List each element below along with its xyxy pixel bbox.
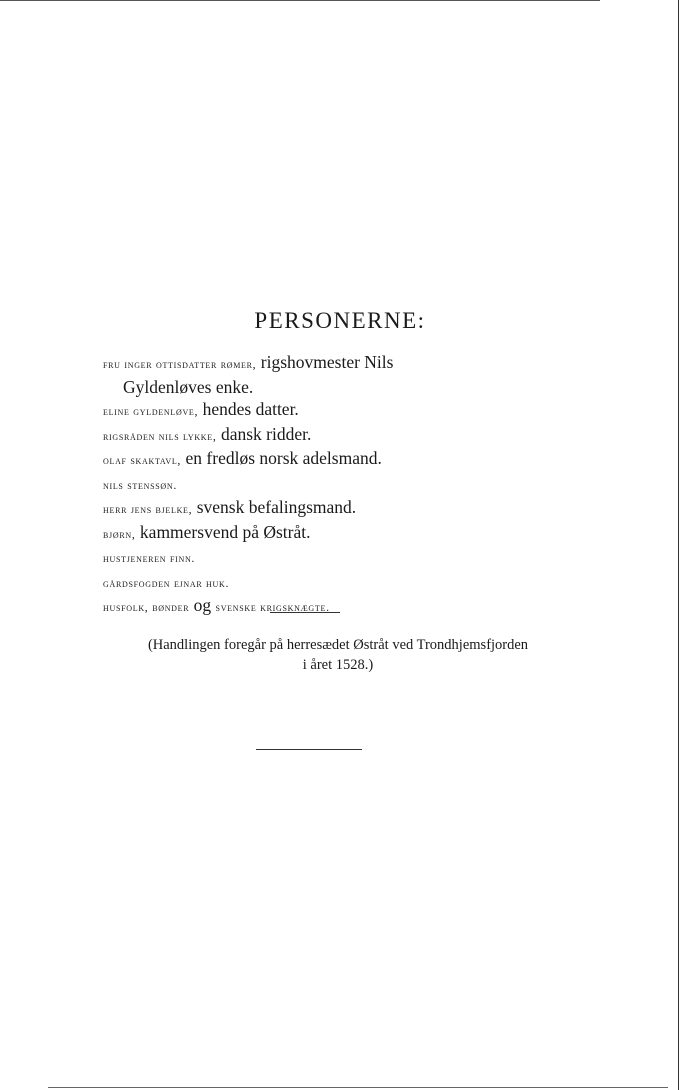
character-name: herr jens bjelke, (103, 502, 193, 516)
cast-entry (103, 423, 583, 448)
character-description-continued: Gyldenløves enke. (123, 376, 254, 397)
end-divider (256, 749, 362, 750)
cast-entry (103, 521, 583, 546)
section-divider (270, 612, 340, 613)
character-name: husfolk, bønder (103, 600, 190, 614)
character-description: rigshovmester Nils (260, 352, 394, 372)
cast-entry (103, 447, 583, 472)
character-name: olaf skaktavl, (103, 453, 182, 467)
character-description: dansk ridder. (220, 423, 312, 444)
cast-entry (103, 594, 583, 619)
setting-note-line: i året 1528.) (302, 657, 374, 673)
scan-edge-bottom (48, 1087, 668, 1088)
character-name: hustjeneren finn. (103, 551, 196, 565)
scan-edge-right (678, 0, 679, 1090)
character-description: svensk befalingsmand. (196, 497, 357, 517)
character-description: en fredløs norsk adelsmand. (185, 448, 382, 468)
character-name: svenske krigsknægte. (215, 600, 330, 614)
cast-entry (103, 570, 583, 595)
character-name: nils stenssøn. (103, 477, 178, 492)
cast-entry (103, 351, 583, 398)
character-description: hendes datter. (202, 399, 299, 419)
cast-entry (103, 472, 583, 497)
page-title: PERSONERNE: (254, 308, 426, 333)
character-name: eline gyldenløve, (103, 404, 199, 418)
conjunction: og (193, 595, 212, 615)
cast-entry (103, 545, 583, 570)
setting-note (78, 635, 598, 675)
character-name: bjørn, (103, 526, 136, 541)
scan-edge-top (0, 0, 600, 1)
character-description: kammersvend på Østråt. (139, 521, 311, 542)
character-name: gårdsfogden ejnar huk. (103, 575, 230, 590)
setting-note-line: (Handlingen foregår på herresædet Østråt ved Trondhjemsfjorden (147, 637, 529, 653)
cast-entry (103, 496, 583, 521)
character-name: fru inger ottisdatter rømer, (103, 357, 257, 371)
cast-list (103, 351, 583, 619)
cast-entry (103, 398, 583, 423)
character-name: rigsråden nils lykke, (103, 428, 217, 443)
